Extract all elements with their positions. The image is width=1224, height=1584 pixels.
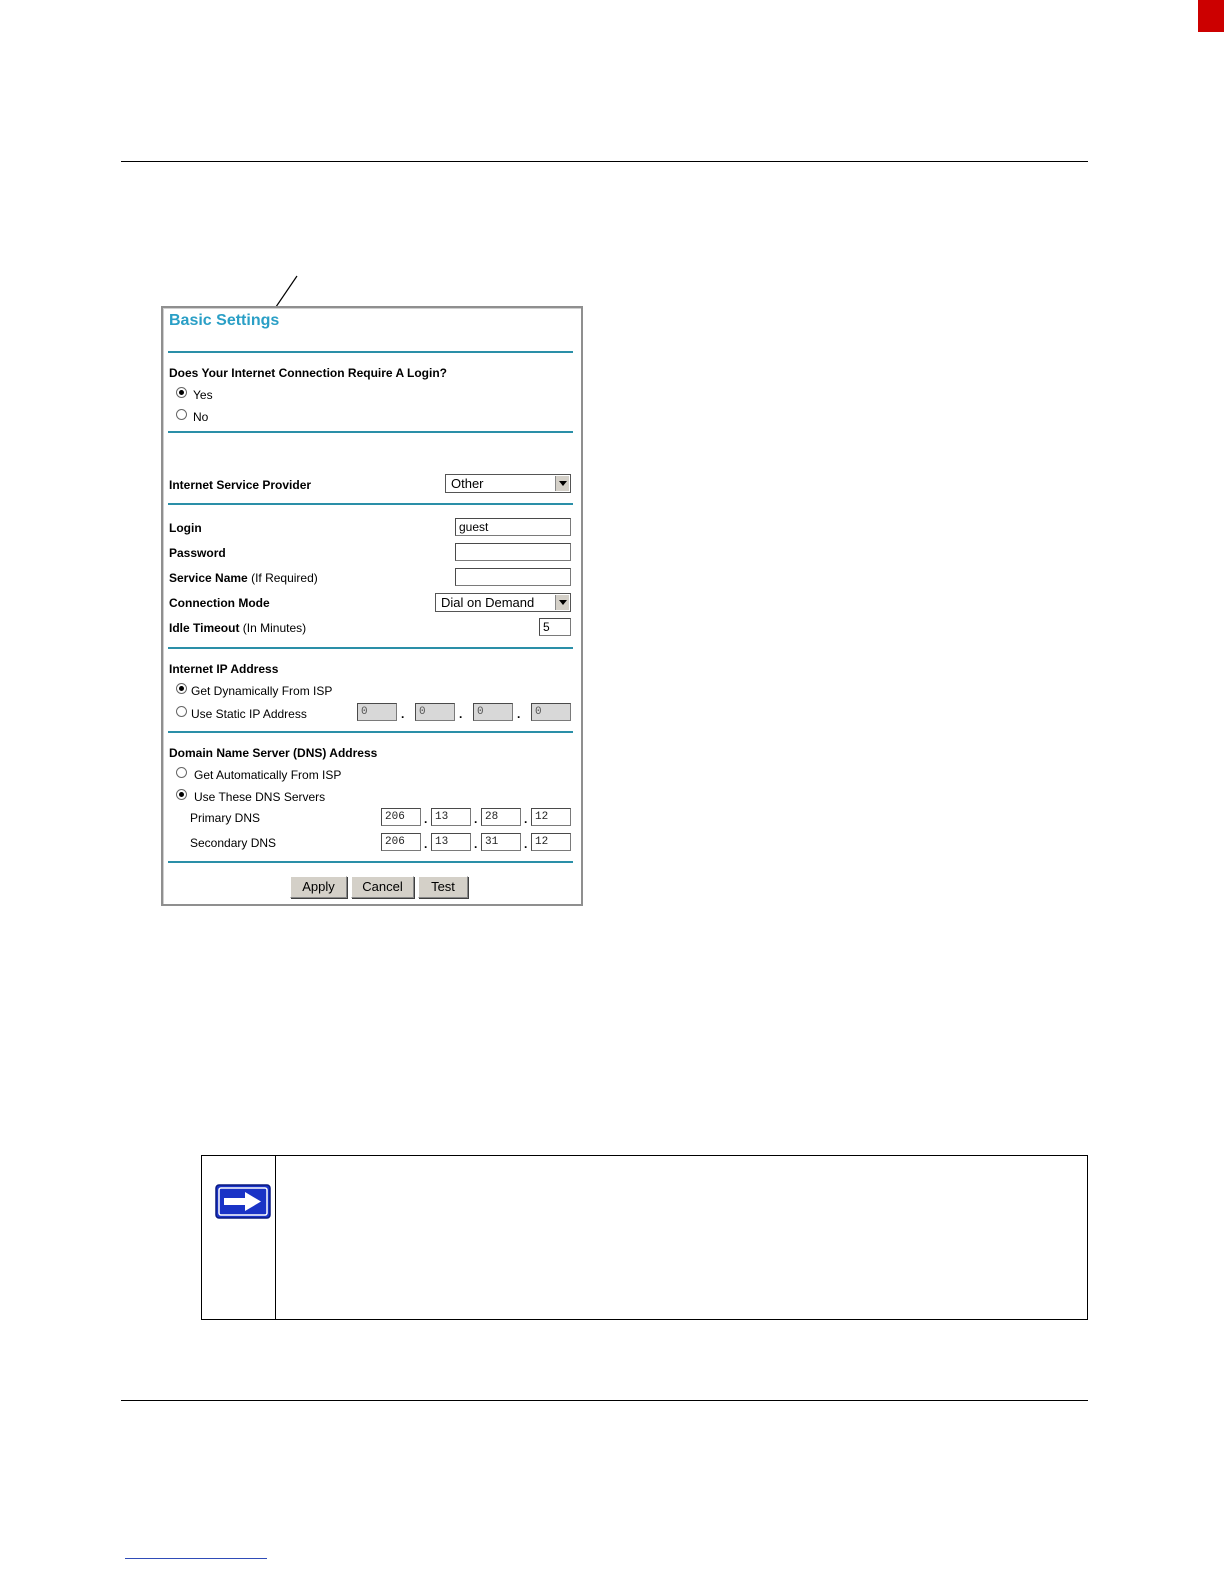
section-separator: [168, 647, 573, 649]
test-button[interactable]: Test: [418, 876, 468, 898]
static-ip-octet-3[interactable]: 0: [473, 703, 513, 721]
secondary-dns-octet-4[interactable]: 12: [531, 833, 571, 851]
ip-dot: .: [524, 837, 528, 851]
primary-dns-octet-1[interactable]: 206: [381, 808, 421, 826]
ip-static-label: Use Static IP Address: [191, 707, 307, 721]
ip-dot: .: [524, 812, 528, 826]
password-field[interactable]: [455, 543, 571, 561]
connection-mode-value: Dial on Demand: [441, 595, 535, 610]
ip-dot: .: [401, 707, 405, 721]
idle-timeout-field[interactable]: 5: [539, 618, 571, 636]
static-ip-octet-2[interactable]: 0: [415, 703, 455, 721]
ip-static-radio[interactable]: [176, 706, 187, 717]
section-separator: [168, 431, 573, 433]
ip-dot: .: [517, 707, 521, 721]
service-name-label: Service Name (If Required): [169, 571, 318, 585]
section-separator: [168, 503, 573, 505]
connection-mode-select[interactable]: [435, 593, 571, 612]
primary-dns-label: Primary DNS: [190, 811, 261, 825]
ip-dynamic-label: Get Dynamically From ISP: [191, 684, 333, 698]
panel-title: Basic Settings: [169, 312, 280, 329]
ip-dot: .: [424, 812, 428, 826]
login-question: Does Your Internet Connection Require A Login?: [169, 366, 448, 380]
note-divider: [275, 1156, 276, 1319]
service-name-field[interactable]: [455, 568, 571, 586]
ip-dot: .: [474, 837, 478, 851]
dns-section-label: Domain Name Server (DNS) Address: [169, 746, 378, 760]
secondary-dns-label: Secondary DNS: [190, 836, 277, 850]
footer-link-underline[interactable]: [125, 1558, 267, 1559]
section-separator: [168, 731, 573, 733]
isp-label: Internet Service Provider: [169, 478, 312, 492]
dns-manual-radio[interactable]: [176, 789, 187, 800]
ip-dynamic-radio[interactable]: [176, 683, 187, 694]
primary-dns-octet-4[interactable]: 12: [531, 808, 571, 826]
section-separator: [168, 861, 573, 863]
ip-dot: .: [424, 837, 428, 851]
connection-mode-label: Connection Mode: [169, 596, 270, 610]
dns-auto-radio[interactable]: [176, 767, 187, 778]
secondary-dns-octet-2[interactable]: 13: [431, 833, 471, 851]
static-ip-octet-1[interactable]: 0: [357, 703, 397, 721]
footer-rule: [121, 1400, 1088, 1401]
ip-dot: .: [474, 812, 478, 826]
note-box: [201, 1155, 1088, 1320]
idle-timeout-label: Idle Timeout (In Minutes): [169, 621, 307, 635]
login-no-radio[interactable]: [176, 409, 187, 420]
login-no-label: No: [193, 410, 209, 424]
dns-manual-label: Use These DNS Servers: [194, 790, 326, 804]
isp-select[interactable]: [445, 474, 571, 493]
secondary-dns-octet-3[interactable]: 31: [481, 833, 521, 851]
login-yes-label: Yes: [193, 388, 213, 402]
right-arrow-icon: [215, 1184, 271, 1219]
section-separator: [168, 351, 573, 353]
ip-dot: .: [459, 707, 463, 721]
login-field[interactable]: guest: [455, 518, 571, 536]
apply-button[interactable]: Apply: [290, 876, 347, 898]
chevron-down-icon[interactable]: [555, 476, 569, 491]
primary-dns-octet-2[interactable]: 13: [431, 808, 471, 826]
cancel-button[interactable]: Cancel: [351, 876, 414, 898]
login-label: Login: [169, 521, 202, 535]
dns-auto-label: Get Automatically From ISP: [194, 768, 342, 782]
chevron-down-icon[interactable]: [555, 595, 569, 610]
secondary-dns-octet-1[interactable]: 206: [381, 833, 421, 851]
password-label: Password: [169, 546, 226, 560]
static-ip-octet-4[interactable]: 0: [531, 703, 571, 721]
isp-select-value: Other: [451, 476, 484, 491]
primary-dns-octet-3[interactable]: 28: [481, 808, 521, 826]
basic-settings-panel: [161, 306, 583, 906]
internet-ip-label: Internet IP Address: [169, 662, 279, 676]
login-yes-radio[interactable]: [176, 387, 187, 398]
